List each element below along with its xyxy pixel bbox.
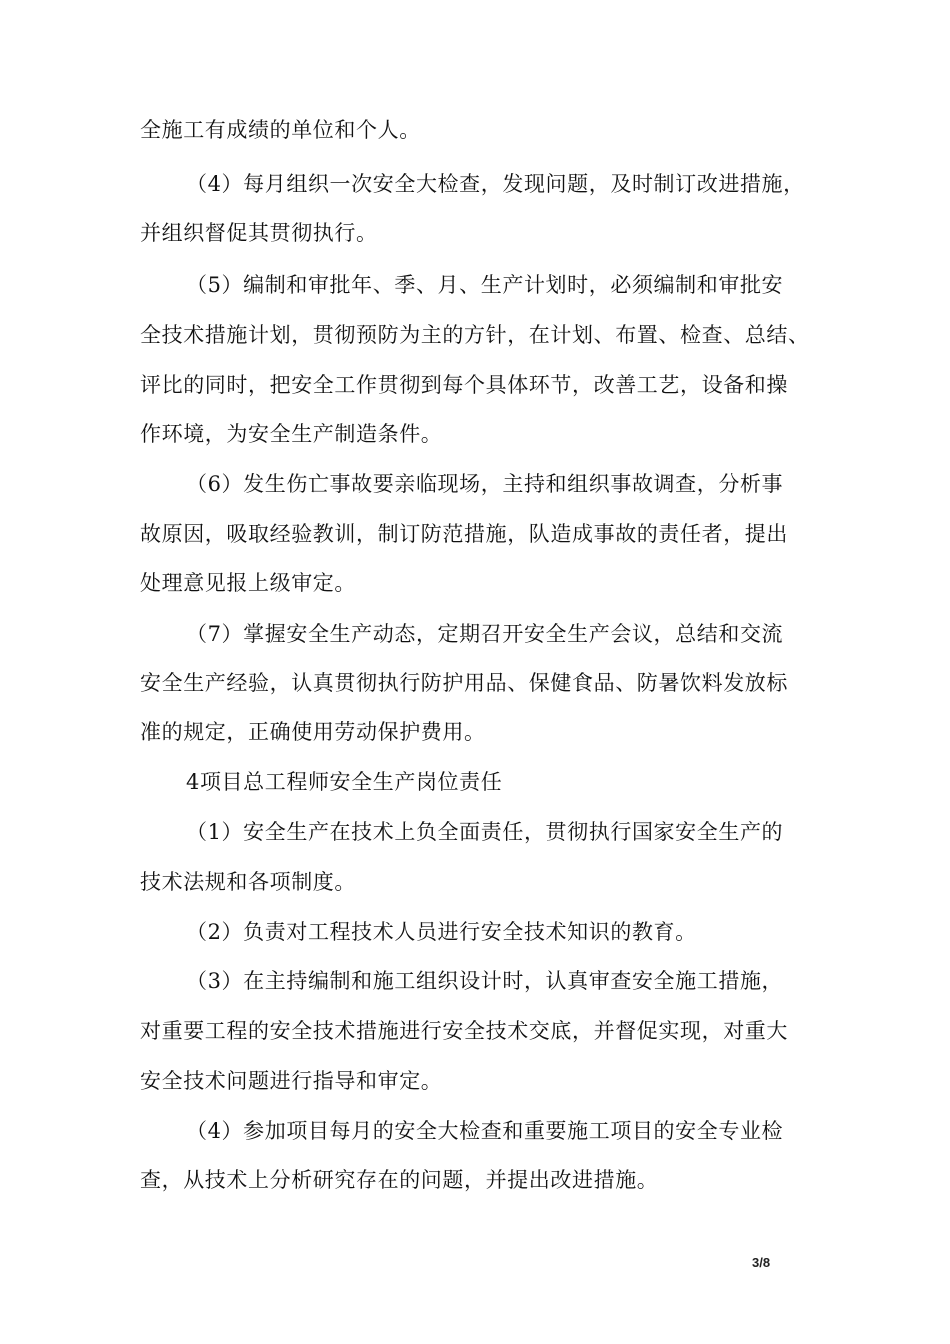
section-heading: 4项目总工程师安全生产岗位责任 xyxy=(186,770,503,794)
text-line: 全施工有成绩的单位和个人。 xyxy=(140,118,421,142)
text-line: （1）安全生产在技术上负全面责任，贯彻执行国家安全生产的 xyxy=(186,820,784,844)
text-line: 技术法规和各项制度。 xyxy=(140,870,356,894)
text-line: 安全技术问题进行指导和审定。 xyxy=(140,1069,443,1093)
text-line: 对重要工程的安全技术措施进行安全技术交底，并督促实现，对重大 xyxy=(140,1019,788,1043)
text-line: （4）参加项目每月的安全大检查和重要施工项目的安全专业检 xyxy=(186,1119,784,1143)
text-line: 作环境，为安全生产制造条件。 xyxy=(140,422,443,446)
text-line: （5）编制和审批年、季、月、生产计划时，必须编制和审批安 xyxy=(186,273,784,297)
text-line: 处理意见报上级审定。 xyxy=(140,571,356,595)
text-line: 评比的同时，把安全工作贯彻到每个具体环节，改善工艺，设备和操 xyxy=(140,373,788,397)
text-line: 故原因，吸取经验教训，制订防范措施，队造成事故的责任者，提出 xyxy=(140,522,788,546)
text-line: 安全生产经验，认真贯彻执行防护用品、保健食品、防暑饮料发放标 xyxy=(140,671,788,695)
text-line: 全技术措施计划，贯彻预防为主的方针，在计划、布置、检查、总结、 xyxy=(140,323,810,347)
text-line: 并组织督促其贯彻执行。 xyxy=(140,221,378,245)
text-line: （3）在主持编制和施工组织设计时，认真审查安全施工措施， xyxy=(186,969,784,993)
text-line: （6）发生伤亡事故要亲临现场，主持和组织事故调查，分析事 xyxy=(186,472,784,496)
text-line: （2）负责对工程技术人员进行安全技术知识的教育。 xyxy=(186,920,697,944)
page-number: 3/8 xyxy=(752,1255,771,1270)
text-line: 查，从技术上分析研究存在的问题，并提出改进措施。 xyxy=(140,1168,659,1192)
text-line: 准的规定，正确使用劳动保护费用。 xyxy=(140,720,486,744)
text-line: （7）掌握安全生产动态，定期召开安全生产会议，总结和交流 xyxy=(186,622,784,646)
text-line: （4）每月组织一次安全大检查，发现问题，及时制订改进措施， xyxy=(186,172,805,196)
